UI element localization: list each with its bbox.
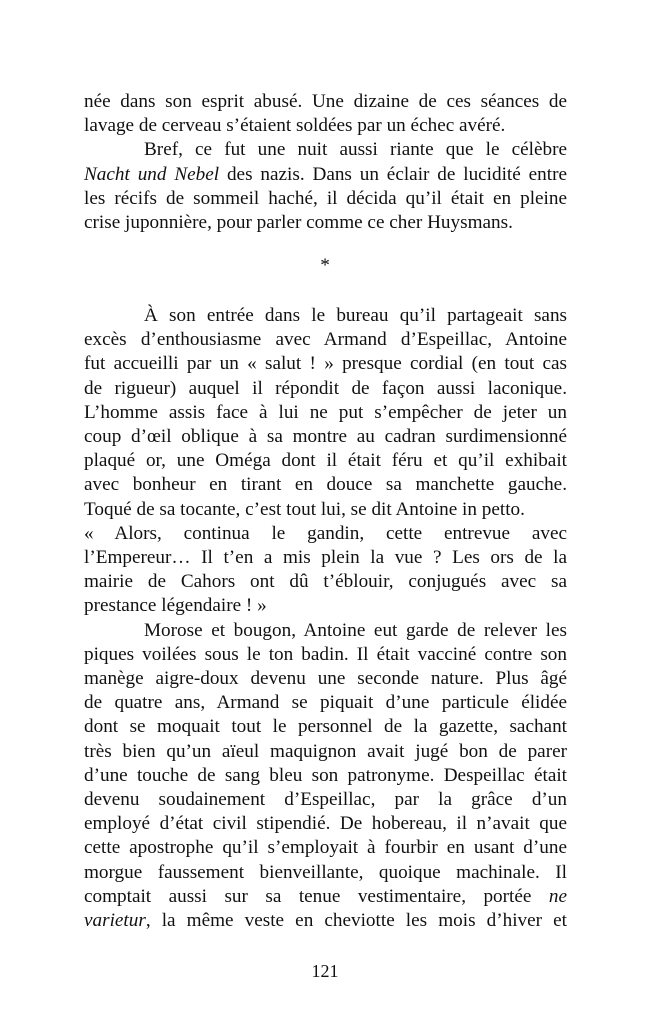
paragraph-line: l’Empereur… Il t’en a mis plein la vue ? Les ors de la xyxy=(84,547,567,569)
paragraph-line: piques voilées sous le ton badin. Il était vacciné contre son xyxy=(84,643,567,665)
text-block-main xyxy=(84,304,567,933)
paragraph-line: Bref, ce fut une nuit aussi riante que le célèbre xyxy=(144,139,567,161)
paragraph-line: crise juponnière, pour parler comme ce cher Huysmans. xyxy=(84,212,513,234)
paragraph-line xyxy=(84,909,567,933)
paragraph-line: Toqué de sa tocante, c’est tout lui, se dit Antoine in petto. xyxy=(84,498,525,520)
paragraph-line: « Alors, continua le gandin, cette entrevue avec xyxy=(84,522,567,544)
paragraph-line: de quatre ans, Armand se piquait d’une particule élidée xyxy=(84,692,567,714)
paragraph-line: très bien qu’un aïeul maquignon avait jugé bon de parer xyxy=(84,740,567,762)
paragraph-line: les récifs de sommeil haché, il décida qu’il était en pleine xyxy=(84,187,567,209)
paragraph-line: devenu soudainement d’Espeillac, par la grâce d’un xyxy=(84,789,567,811)
paragraph-line: cette apostrophe qu’il s’employait à fourbir en usant d’une xyxy=(84,837,567,859)
paragraph-line: excès d’enthousiasme avec Armand d’Espeillac, Antoine xyxy=(84,329,567,351)
paragraph-line: fut accueilli par un « salut ! » presque cordial (en tout cas xyxy=(84,353,567,375)
page-number: 121 xyxy=(311,961,339,981)
paragraph-line: À son entrée dans le bureau qu’il partageait sans xyxy=(144,305,567,326)
text-span: des nazis. Dans un éclair de lucidité entre xyxy=(219,163,567,185)
paragraph-line: avec bonheur en tirant en douce sa manchette gauche. xyxy=(84,474,567,496)
paragraph-line: Morose et bougon, Antoine eut garde de relever les xyxy=(144,619,567,641)
italic-phrase: ne xyxy=(548,885,567,907)
text-span: , la même veste en cheviotte les mois d’hiver et xyxy=(145,910,567,932)
paragraph-line: employé d’état civil stipendié. De hobereau, il n’avait que xyxy=(84,813,567,835)
paragraph-line: L’homme assis face à lui ne put s’empêcher de jeter un xyxy=(84,401,567,423)
section-separator: * xyxy=(320,255,330,276)
paragraph-line: manège aigre-doux devenu une seconde nature. Plus âgé xyxy=(84,668,567,690)
paragraph-line: plaqué or, une Oméga dont il était féru et qu’il exhibait xyxy=(84,450,567,472)
paragraph-line: lavage de cerveau s’étaient soldées par un échec avéré. xyxy=(84,115,506,137)
italic-phrase: varietur xyxy=(84,910,146,932)
paragraph-line: née dans son esprit abusé. Une dizaine de ces séances de xyxy=(84,91,567,112)
paragraph-line: dont se moquait tout le personnel de la gazette, sachant xyxy=(84,716,567,738)
paragraph-line: de rigueur) auquel il répondit de façon aussi laconique. xyxy=(84,377,567,399)
text-span: comptait aussi sur sa tenue vestimentaire, portée xyxy=(84,885,532,907)
paragraph-line: d’une touche de sang bleu son patronyme. Despeillac était xyxy=(84,764,567,786)
paragraph-line: coup d’œil oblique à sa montre au cadran surdimensionné xyxy=(84,426,567,448)
italic-title: Nacht und Nebel xyxy=(84,163,220,185)
paragraph-line: mairie de Cahors ont dû t’éblouir, conjugués avec sa xyxy=(84,571,567,593)
paragraph-line xyxy=(84,885,567,909)
paragraph-line xyxy=(84,163,567,187)
paragraph-line: morgue faussement bienveillante, quoique machinale. Il xyxy=(84,861,567,883)
paragraph-line: prestance légendaire ! » xyxy=(84,595,267,617)
text-block-top xyxy=(84,90,567,235)
